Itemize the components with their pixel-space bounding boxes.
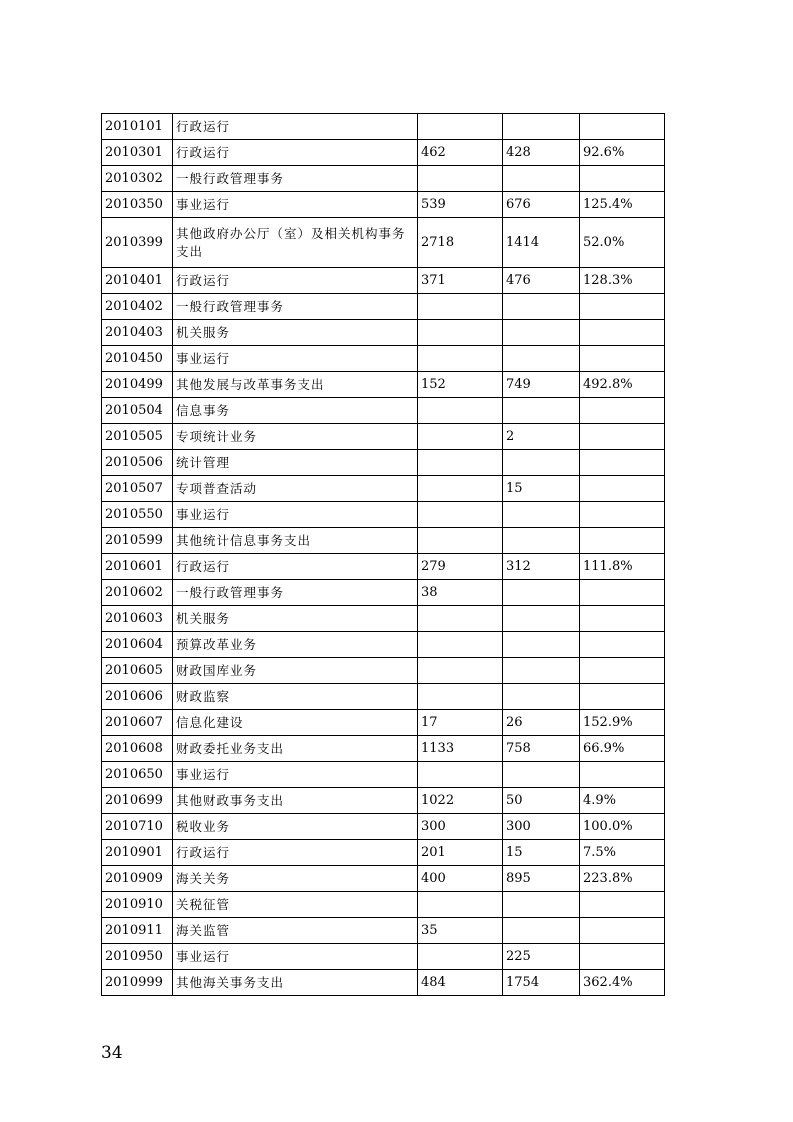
value-a-cell	[418, 398, 503, 424]
code-cell: 2010599	[102, 528, 173, 554]
value-b-cell: 2	[503, 424, 580, 450]
table-row	[102, 114, 665, 140]
name-cell: 一般行政管理事务	[173, 294, 418, 320]
table-row	[102, 372, 665, 398]
page-number: 34	[101, 1043, 123, 1063]
name-cell: 其他统计信息事务支出	[173, 528, 418, 554]
ratio-cell: 52.0%	[580, 218, 665, 268]
ratio-cell	[580, 918, 665, 944]
ratio-cell	[580, 320, 665, 346]
name-cell: 事业运行	[173, 944, 418, 970]
name-cell: 关税征管	[173, 892, 418, 918]
value-a-cell: 1022	[418, 788, 503, 814]
value-b-cell	[503, 398, 580, 424]
value-a-cell: 1133	[418, 736, 503, 762]
value-a-cell	[418, 114, 503, 140]
ratio-cell	[580, 114, 665, 140]
value-b-cell: 312	[503, 554, 580, 580]
name-cell: 财政监察	[173, 684, 418, 710]
ratio-cell	[580, 294, 665, 320]
value-b-cell: 26	[503, 710, 580, 736]
ratio-cell: 92.6%	[580, 140, 665, 166]
table-row	[102, 866, 665, 892]
value-b-cell	[503, 450, 580, 476]
code-cell: 2010901	[102, 840, 173, 866]
ratio-cell	[580, 528, 665, 554]
table-row	[102, 606, 665, 632]
code-cell: 2010608	[102, 736, 173, 762]
ratio-cell	[580, 580, 665, 606]
code-cell: 2010606	[102, 684, 173, 710]
value-a-cell: 17	[418, 710, 503, 736]
ratio-cell	[580, 606, 665, 632]
ratio-cell	[580, 476, 665, 502]
code-cell: 2010504	[102, 398, 173, 424]
name-cell: 财政委托业务支出	[173, 736, 418, 762]
value-a-cell	[418, 450, 503, 476]
value-b-cell: 15	[503, 840, 580, 866]
name-cell: 行政运行	[173, 268, 418, 294]
code-cell: 2010911	[102, 918, 173, 944]
code-cell: 2010650	[102, 762, 173, 788]
value-a-cell: 371	[418, 268, 503, 294]
code-cell: 2010710	[102, 814, 173, 840]
value-b-cell: 50	[503, 788, 580, 814]
name-cell: 行政运行	[173, 840, 418, 866]
value-a-cell	[418, 606, 503, 632]
name-cell: 一般行政管理事务	[173, 166, 418, 192]
code-cell: 2010607	[102, 710, 173, 736]
ratio-cell: 66.9%	[580, 736, 665, 762]
ratio-cell: 362.4%	[580, 970, 665, 996]
name-cell: 事业运行	[173, 502, 418, 528]
value-b-cell: 758	[503, 736, 580, 762]
name-cell: 事业运行	[173, 346, 418, 372]
value-a-cell: 201	[418, 840, 503, 866]
table-row	[102, 710, 665, 736]
code-cell: 2010402	[102, 294, 173, 320]
table-row	[102, 658, 665, 684]
value-b-cell: 428	[503, 140, 580, 166]
value-a-cell: 38	[418, 580, 503, 606]
name-cell: 其他海关事务支出	[173, 970, 418, 996]
value-a-cell	[418, 166, 503, 192]
value-a-cell: 462	[418, 140, 503, 166]
code-cell: 2010505	[102, 424, 173, 450]
value-b-cell	[503, 762, 580, 788]
code-cell: 2010450	[102, 346, 173, 372]
code-cell: 2010550	[102, 502, 173, 528]
ratio-cell	[580, 944, 665, 970]
name-cell: 其他发展与改革事务支出	[173, 372, 418, 398]
table-row	[102, 294, 665, 320]
ratio-cell: 128.3%	[580, 268, 665, 294]
code-cell: 2010399	[102, 218, 173, 268]
ratio-cell: 125.4%	[580, 192, 665, 218]
value-a-cell	[418, 424, 503, 450]
value-b-cell	[503, 918, 580, 944]
code-cell: 2010601	[102, 554, 173, 580]
name-cell: 事业运行	[173, 762, 418, 788]
code-cell: 2010604	[102, 632, 173, 658]
ratio-cell	[580, 424, 665, 450]
value-b-cell: 1414	[503, 218, 580, 268]
ratio-cell	[580, 658, 665, 684]
table-row	[102, 450, 665, 476]
value-a-cell	[418, 658, 503, 684]
name-cell: 统计管理	[173, 450, 418, 476]
ratio-cell	[580, 398, 665, 424]
ratio-cell	[580, 684, 665, 710]
code-cell: 2010101	[102, 114, 173, 140]
code-cell: 2010350	[102, 192, 173, 218]
value-b-cell	[503, 892, 580, 918]
code-cell: 2010602	[102, 580, 173, 606]
name-cell: 专项统计业务	[173, 424, 418, 450]
name-cell: 预算改革业务	[173, 632, 418, 658]
value-b-cell	[503, 684, 580, 710]
value-a-cell: 2718	[418, 218, 503, 268]
ratio-cell: 100.0%	[580, 814, 665, 840]
value-a-cell: 35	[418, 918, 503, 944]
table-row	[102, 502, 665, 528]
ratio-cell	[580, 346, 665, 372]
name-cell: 专项普查活动	[173, 476, 418, 502]
table-row	[102, 398, 665, 424]
ratio-cell	[580, 892, 665, 918]
table-row	[102, 684, 665, 710]
table-row	[102, 970, 665, 996]
value-b-cell	[503, 346, 580, 372]
ratio-cell: 111.8%	[580, 554, 665, 580]
code-cell: 2010950	[102, 944, 173, 970]
value-b-cell: 895	[503, 866, 580, 892]
value-a-cell	[418, 476, 503, 502]
table-row	[102, 580, 665, 606]
table-row	[102, 218, 665, 268]
name-cell: 税收业务	[173, 814, 418, 840]
table-row	[102, 554, 665, 580]
code-cell: 2010403	[102, 320, 173, 346]
table-row	[102, 814, 665, 840]
table-row	[102, 762, 665, 788]
ratio-cell	[580, 450, 665, 476]
name-cell: 信息事务	[173, 398, 418, 424]
table-row	[102, 892, 665, 918]
ratio-cell: 223.8%	[580, 866, 665, 892]
value-a-cell	[418, 684, 503, 710]
value-b-cell: 15	[503, 476, 580, 502]
value-a-cell	[418, 632, 503, 658]
ratio-cell	[580, 502, 665, 528]
code-cell: 2010506	[102, 450, 173, 476]
name-cell: 财政国库业务	[173, 658, 418, 684]
name-cell: 行政运行	[173, 114, 418, 140]
value-b-cell: 676	[503, 192, 580, 218]
value-b-cell	[503, 114, 580, 140]
table-row	[102, 424, 665, 450]
table-row	[102, 944, 665, 970]
name-cell: 事业运行	[173, 192, 418, 218]
value-a-cell	[418, 762, 503, 788]
code-cell: 2010302	[102, 166, 173, 192]
value-b-cell	[503, 502, 580, 528]
table-row	[102, 736, 665, 762]
value-a-cell	[418, 892, 503, 918]
name-cell: 行政运行	[173, 554, 418, 580]
ratio-cell: 7.5%	[580, 840, 665, 866]
value-b-cell	[503, 320, 580, 346]
table-row	[102, 346, 665, 372]
code-cell: 2010910	[102, 892, 173, 918]
name-cell: 信息化建设	[173, 710, 418, 736]
value-b-cell: 476	[503, 268, 580, 294]
value-a-cell	[418, 294, 503, 320]
value-a-cell: 539	[418, 192, 503, 218]
table-row	[102, 140, 665, 166]
code-cell: 2010699	[102, 788, 173, 814]
value-a-cell: 152	[418, 372, 503, 398]
ratio-cell	[580, 762, 665, 788]
code-cell: 2010603	[102, 606, 173, 632]
table-row	[102, 528, 665, 554]
value-b-cell	[503, 294, 580, 320]
value-a-cell	[418, 320, 503, 346]
value-a-cell: 400	[418, 866, 503, 892]
name-cell: 机关服务	[173, 606, 418, 632]
table-row	[102, 918, 665, 944]
value-b-cell	[503, 606, 580, 632]
name-cell: 行政运行	[173, 140, 418, 166]
ratio-cell: 152.9%	[580, 710, 665, 736]
value-b-cell: 1754	[503, 970, 580, 996]
value-a-cell	[418, 502, 503, 528]
table-row	[102, 840, 665, 866]
ratio-cell	[580, 166, 665, 192]
value-b-cell	[503, 632, 580, 658]
table-row	[102, 192, 665, 218]
code-cell: 2010507	[102, 476, 173, 502]
value-b-cell: 225	[503, 944, 580, 970]
value-a-cell	[418, 346, 503, 372]
value-b-cell	[503, 528, 580, 554]
ratio-cell	[580, 632, 665, 658]
name-cell: 海关关务	[173, 866, 418, 892]
code-cell: 2010909	[102, 866, 173, 892]
value-a-cell: 279	[418, 554, 503, 580]
ratio-cell: 492.8%	[580, 372, 665, 398]
table-row	[102, 166, 665, 192]
budget-table	[101, 113, 665, 996]
value-b-cell	[503, 658, 580, 684]
table-row	[102, 268, 665, 294]
value-b-cell	[503, 166, 580, 192]
code-cell: 2010999	[102, 970, 173, 996]
value-a-cell	[418, 944, 503, 970]
name-cell: 海关监管	[173, 918, 418, 944]
table-row	[102, 320, 665, 346]
value-b-cell	[503, 580, 580, 606]
name-cell: 其他财政事务支出	[173, 788, 418, 814]
table-row	[102, 632, 665, 658]
code-cell: 2010605	[102, 658, 173, 684]
value-a-cell: 484	[418, 970, 503, 996]
code-cell: 2010401	[102, 268, 173, 294]
name-cell: 一般行政管理事务	[173, 580, 418, 606]
name-cell: 其他政府办公厅（室）及相关机构事务支出	[173, 218, 418, 268]
table-row	[102, 476, 665, 502]
table-row	[102, 788, 665, 814]
value-b-cell: 749	[503, 372, 580, 398]
name-cell: 机关服务	[173, 320, 418, 346]
value-a-cell: 300	[418, 814, 503, 840]
value-b-cell: 300	[503, 814, 580, 840]
code-cell: 2010499	[102, 372, 173, 398]
value-a-cell	[418, 528, 503, 554]
ratio-cell: 4.9%	[580, 788, 665, 814]
code-cell: 2010301	[102, 140, 173, 166]
